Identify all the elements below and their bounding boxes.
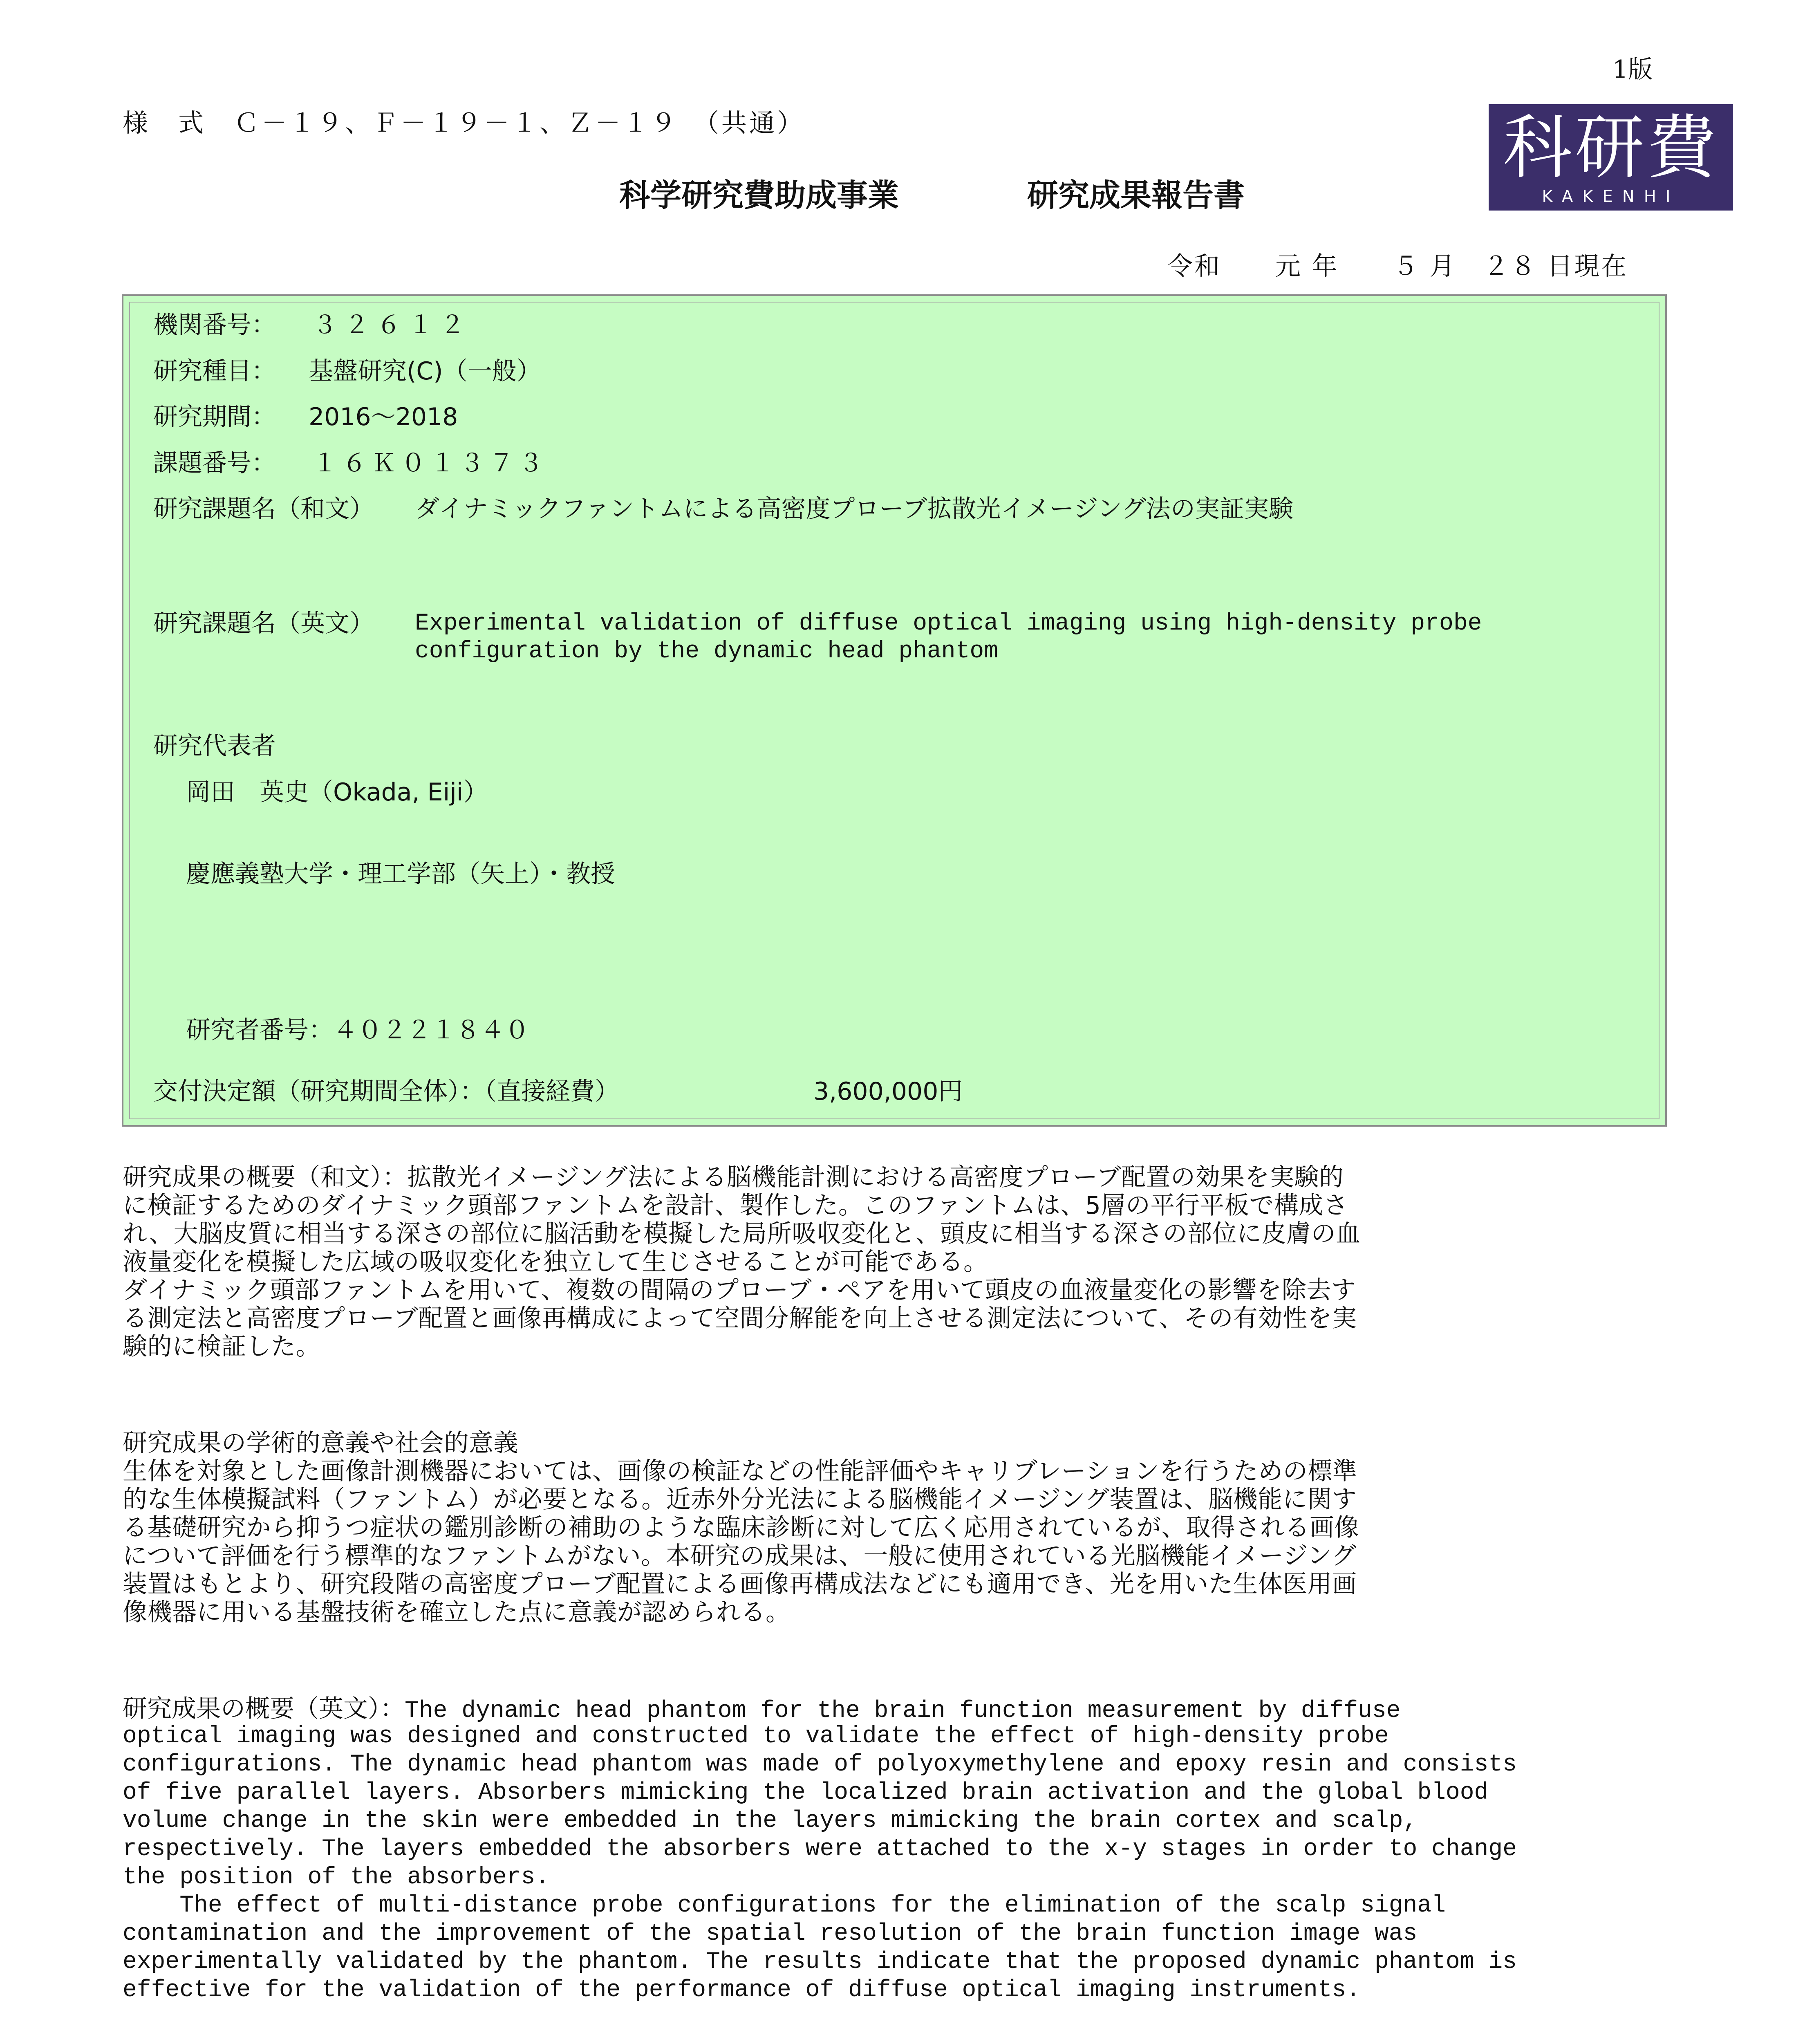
summary-en-line: effective for the validation of the performance of diffuse optical imaging instruments. (123, 1977, 1361, 2004)
institution-value: ３２６１２ (313, 311, 472, 339)
summary-en-first-row (123, 1694, 1517, 1725)
report-date: 令和 元 年 ５ 月 ２８ 日現在 (1167, 251, 1628, 281)
summary-en-line: The effect of multi-distance probe configurations for the elimination of the scalp signal (123, 1892, 1446, 1919)
significance-line: 像機器に用いる基盤技術を確立した点に意義が認められる。 (123, 1598, 791, 1627)
summary-en-line: configurations. The dynamic head phantom was made of polyoxymethylene and epoxy resin and consists (123, 1751, 1517, 1778)
report-title-right: 研究成果報告書 (1027, 177, 1245, 213)
summary-en-line: experimentally validated by the phantom. The results indicate that the proposed dynamic phantom is (123, 1949, 1517, 1975)
kakenhi-logo-text: 科研費 (1503, 108, 1719, 188)
principal-investigator-label: 研究代表者 (153, 732, 276, 760)
project-title-en-line1: Experimental validation of diffuse optical imaging using high-density probe (415, 610, 1482, 637)
kakenhi-logo (1489, 104, 1733, 211)
significance-line: 的な生体模擬試料（ファントム）が必要となる。近赤外分光法による脳機能イメージング装置は、脳機能に関す (123, 1485, 1357, 1514)
summary-en-line: optical imaging was designed and constructed to validate the effect of high-density probe (123, 1723, 1389, 1750)
principal-investigator-name: 岡田 英史（Okada, Eiji） (186, 778, 488, 807)
significance-line: について評価を行う標準的なファントムがない。本研究の成果は、一般に使用されている光脳機能イメージング (123, 1542, 1357, 1570)
significance-line: る基礎研究から抑うつ症状の鑑別診断の補助のような臨床診断に対して広く応用されているが、取得される画像 (123, 1513, 1359, 1542)
research-period-value: 2016～2018 (309, 403, 458, 431)
summary-jp-line: 験的に検証した。 (123, 1332, 320, 1361)
project-title-jp-value: ダイナミックファントムによる高密度プローブ拡散光イメージング法の実証実験 (415, 495, 1293, 523)
summary-jp-line: に検証するためのダイナミック頭部ファントムを設計、製作した。このファントムは、5層の平行平板で構成さ (123, 1191, 1348, 1220)
significance-section (123, 1431, 1359, 1628)
summary-jp-line: 液量変化を模擬した広域の吸収変化を独立して生じさせることが可能である。 (123, 1248, 988, 1276)
summary-jp-line: 研究成果の概要（和文）：拡散光イメージング法による脳機能計測における高密度プローブ配置の効果を実験的 (123, 1163, 1344, 1192)
researcher-number: 研究者番号：４０２２１８４０ (186, 1016, 529, 1044)
project-title-en-label: 研究課題名（英文） (153, 609, 374, 638)
summary-en-line: of five parallel layers. Absorbers mimicking the localized brain activation and the global blood (123, 1780, 1489, 1806)
significance-line: 装置はもとより、研究段階の高密度プローブ配置による画像再構成法などにも適用でき、光を用いた生体医用画 (123, 1570, 1357, 1598)
summary-en-line: contamination and the improvement of the spatial resolution of the brain function image was (123, 1921, 1418, 1947)
summary-en-line: volume change in the skin were embedded in the layers mimicking the brain cortex and scalp, (123, 1808, 1418, 1834)
principal-investigator-affiliation: 慶應義塾大学・理工学部（矢上）・教授 (186, 860, 615, 888)
project-title-jp-label: 研究課題名（和文） (153, 495, 374, 523)
significance-heading: 研究成果の学術的意義や社会的意義 (123, 1429, 518, 1457)
significance-line: 生体を対象とした画像計測機器においては、画像の検証などの性能評価やキャリブレーションを行うための標準 (123, 1457, 1357, 1486)
version-label: 1版 (1612, 55, 1653, 84)
summary-jp-line: ダイナミック頭部ファントムを用いて、複数の間隔のプローブ・ペアを用いて頭皮の血液量変化の影響を除去す (123, 1276, 1356, 1304)
summary-en-line: the position of the absorbers. (123, 1864, 550, 1891)
project-number-label: 課題番号： (153, 449, 276, 477)
institution-label: 機関番号： (153, 311, 276, 339)
report-title-left: 科学研究費助成事業 (619, 177, 899, 213)
summary-en (123, 1694, 1517, 2007)
summary-en-line: The dynamic head phantom for the brain function measurement by diffuse (405, 1698, 1401, 1724)
summary-jp-line: れ、大脳皮質に相当する深さの部位に脳活動を模擬した局所吸収変化と、頭皮に相当する深さの部位に皮膚の血 (123, 1219, 1361, 1248)
summary-en-label: 研究成果の概要（英文）： (123, 1694, 405, 1723)
form-code: 様 式 Ｃ－１９、Ｆ－１９－１、Ｚ－１９ （共通） (123, 108, 805, 138)
summary-en-line: respectively. The layers embedded the absorbers were attached to the x-y stages in order to change (123, 1836, 1517, 1862)
project-title-en-line2: configuration by the dynamic head phantom (415, 638, 999, 665)
project-number-value: １６Ｋ０１３７３ (313, 449, 548, 477)
kakenhi-logo-subtext: KAKENHI (1542, 187, 1680, 206)
research-type-label: 研究種目： (153, 357, 276, 385)
summary-jp (123, 1165, 1361, 1363)
research-period-label: 研究期間： (153, 403, 276, 431)
summary-jp-line: る測定法と高密度プローブ配置と画像再構成によって空間分解能を向上させる測定法について、その有効性を実 (123, 1304, 1357, 1333)
grant-amount-label: 交付決定額（研究期間全体）：（直接経費） (153, 1077, 619, 1106)
research-type-value: 基盤研究(C)（一般） (309, 357, 541, 385)
grant-amount-value: 3,600,000円 (813, 1077, 963, 1106)
